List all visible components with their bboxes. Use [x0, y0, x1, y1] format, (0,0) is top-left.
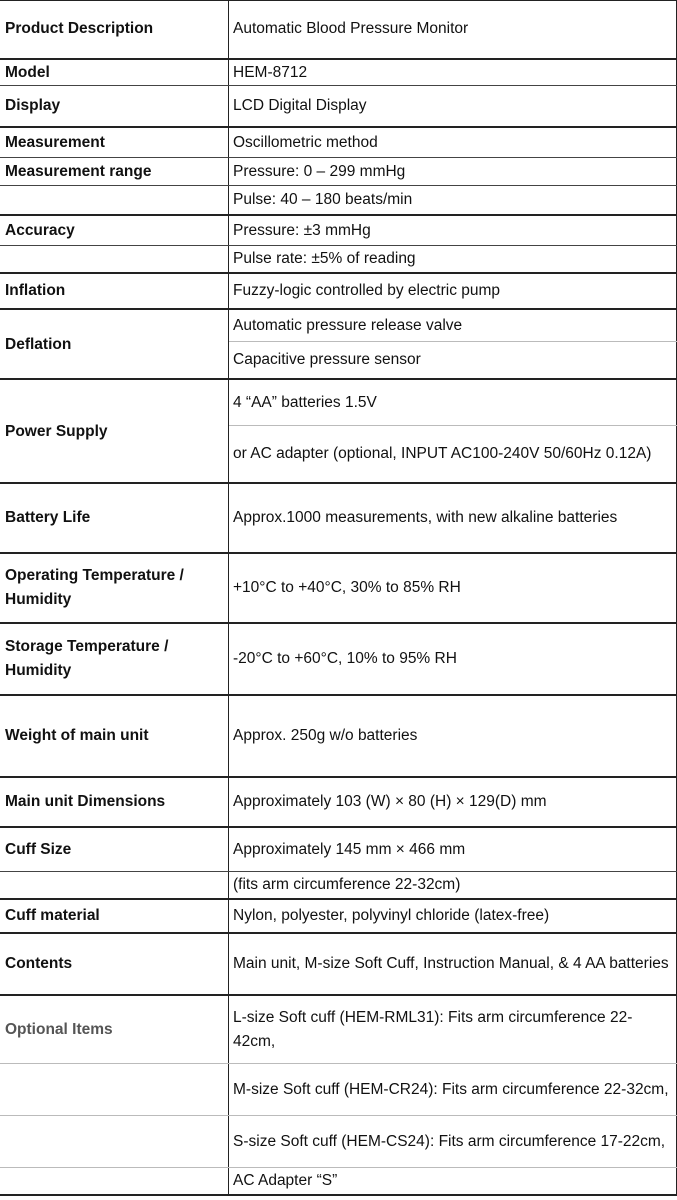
table-row — [0, 246, 677, 274]
row-value: Oscillometric method — [229, 128, 677, 157]
row-value: Approx.1000 measurements, with new alkaline batteries — [229, 484, 677, 552]
table-row — [0, 274, 677, 310]
table-row — [0, 310, 677, 353]
row-value: -20°C to +60°C, 10% to 95% RH — [229, 624, 677, 694]
row-label-empty — [0, 1116, 229, 1167]
table-row — [0, 696, 677, 778]
row-value: Automatic Blood Pressure Monitor — [229, 0, 677, 58]
row-value: Automatic pressure release valve — [229, 310, 677, 341]
row-value: Fuzzy-logic controlled by electric pump — [229, 274, 677, 308]
row-label: Deflation — [0, 310, 229, 380]
table-row — [0, 484, 677, 554]
row-value: or AC adapter (optional, INPUT AC100-240V 50/60Hz 0.12A) — [229, 426, 677, 482]
table-row — [0, 380, 677, 440]
row-label: Cuff Size — [0, 828, 229, 871]
row-value: 4 “AA” batteries 1.5V — [229, 380, 677, 425]
row-value: L-size Soft cuff (HEM-RML31): Fits arm circumference 22-42cm, — [229, 996, 677, 1063]
row-value: Pressure: 0 – 299 mmHg — [229, 158, 677, 185]
row-value: LCD Digital Display — [229, 86, 677, 126]
row-value: Approximately 145 mm × 466 mm — [229, 828, 677, 871]
row-label-empty — [0, 1064, 229, 1115]
row-label-empty — [0, 1168, 229, 1194]
row-label: Main unit Dimensions — [0, 778, 229, 826]
row-value: AC Adapter “S” — [229, 1168, 677, 1194]
table-row — [0, 0, 677, 60]
table-row — [0, 778, 677, 828]
table-row — [0, 554, 677, 624]
row-value: M-size Soft cuff (HEM-CR24): Fits arm circumference 22-32cm, — [229, 1064, 677, 1115]
row-label: Storage Temperature / Humidity — [0, 624, 229, 694]
row-label: Operating Temperature / Humidity — [0, 554, 229, 622]
row-label: Product Description — [0, 0, 229, 58]
row-label: Battery Life — [0, 484, 229, 552]
row-value: Approx. 250g w/o batteries — [229, 696, 677, 776]
table-row — [0, 1064, 677, 1116]
table-row — [0, 128, 677, 158]
row-label-empty — [0, 872, 229, 898]
table-row — [0, 900, 677, 934]
row-value: Pulse rate: ±5% of reading — [229, 246, 677, 272]
row-label: Model — [0, 60, 229, 85]
row-label-empty — [0, 186, 229, 214]
row-label: Weight of main unit — [0, 696, 229, 776]
table-row — [0, 624, 677, 696]
table-row — [0, 934, 677, 996]
row-label: Contents — [0, 934, 229, 994]
row-label: Optional Items — [0, 996, 229, 1063]
table-row — [0, 872, 677, 900]
row-label: Cuff material — [0, 900, 229, 932]
table-row — [0, 186, 677, 216]
row-label: Accuracy — [0, 216, 229, 245]
row-value: Nylon, polyester, polyvinyl chloride (latex-free) — [229, 900, 677, 932]
row-label: Measurement — [0, 128, 229, 157]
row-value: +10°C to +40°C, 30% to 85% RH — [229, 554, 677, 622]
row-value: Main unit, M-size Soft Cuff, Instruction Manual, & 4 AA batteries — [229, 934, 677, 994]
table-row — [0, 996, 677, 1064]
table-row — [0, 216, 677, 246]
table-row — [0, 60, 677, 86]
row-value: HEM-8712 — [229, 60, 677, 85]
row-value: Approximately 103 (W) × 80 (H) × 129(D) mm — [229, 778, 677, 826]
table-row — [0, 158, 677, 186]
table-row — [0, 86, 677, 128]
row-label: Power Supply — [0, 380, 229, 484]
row-label: Measurement range — [0, 158, 229, 185]
row-label: Display — [0, 86, 229, 126]
table-row — [0, 828, 677, 872]
table-row — [0, 1168, 677, 1196]
row-value: Pressure: ±3 mmHg — [229, 216, 677, 245]
row-value: (fits arm circumference 22-32cm) — [229, 872, 677, 898]
row-label: Inflation — [0, 274, 229, 308]
row-value: S-size Soft cuff (HEM-CS24): Fits arm circumference 17-22cm, — [229, 1116, 677, 1167]
row-value: Pulse: 40 – 180 beats/min — [229, 186, 677, 214]
row-label-empty — [0, 246, 229, 272]
row-value: Capacitive pressure sensor — [229, 342, 677, 378]
table-row — [0, 1116, 677, 1168]
